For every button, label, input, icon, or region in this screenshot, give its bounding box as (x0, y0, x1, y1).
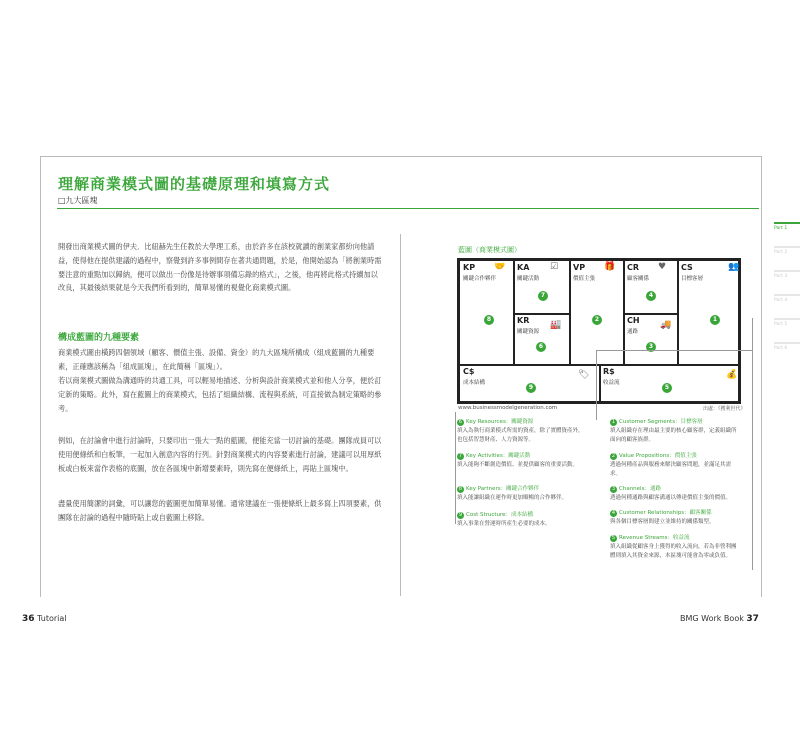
block-code: VP (573, 263, 586, 272)
block-code: C$ (463, 367, 475, 376)
block-number: 2 (592, 315, 602, 325)
block-kp (459, 260, 515, 366)
side-tab-part-2[interactable]: Part 2 (774, 246, 800, 255)
handshake-icon: 🤝 (494, 262, 506, 272)
money-bag-icon: 💰 (726, 370, 738, 380)
left-page-number: 36 (22, 614, 35, 624)
business-model-canvas (457, 258, 741, 404)
section-paragraph-1: 商業模式圖由橫跨四個領域（顧客、價值主張、設備、資金）的九大區塊所構成（組成藍圖的九種要素，正確應該稱為「組成區塊」，在此簡稱「區塊」）。 (58, 348, 375, 371)
source-credit: 出處：《獲利世代》 (703, 406, 746, 412)
block-number: 3 (646, 342, 656, 352)
block-number: 1 (710, 315, 720, 325)
block-code: KR (517, 316, 530, 325)
block-number: 6 (536, 342, 546, 352)
annotation-value-propositions (610, 452, 740, 479)
annotation-heading: Cost Structure：成本結構 (466, 512, 534, 518)
block-name: 目標客層 (681, 276, 704, 282)
intro-paragraph: 開發出商業模式圖的伊夫．比紐赫先生任教於大學理工系，由於許多在該校就讀的創業家都紛向他請益，使得他在提供建議的過程中，察覺到許多事例間存在著共通問題，於是，他開始認為「將創業時需要注意的重點加以歸納，便可以做出一份像是待辦事項備忘錄的格式」，之後，他再將此格式持續加以改良，其最後結果就是今天我們所看到的，簡單易懂的視覺化商業模式圖。 (58, 242, 382, 293)
block-code: CR (627, 263, 640, 272)
block-number: 8 (484, 315, 494, 325)
block-number: 4 (646, 291, 656, 301)
block-code: KA (517, 263, 530, 272)
annotation-text: 填入能讓組織在運作時更加順暢的合作夥伴。 (457, 495, 568, 501)
block-code: CH (627, 316, 640, 325)
right-page-number: 37 (746, 614, 759, 624)
block-code: KP (463, 263, 476, 272)
side-tab-part-4[interactable]: Part 4 (774, 294, 800, 303)
annotation-text: 透過何種產品與服務來解決顧客問題，並滿足其需求。 (610, 462, 732, 477)
footer-left (22, 614, 67, 624)
block-name: 顧客關係 (627, 276, 650, 282)
page-title: 理解商業模式圖的基礎原理和填寫方式 (58, 175, 331, 193)
page-subtitle: □九大區塊 (58, 196, 98, 205)
annotation-text: 填入組織存在理由最主要的核心顧客群，定義組織所面向的顧客族群。 (610, 428, 737, 443)
block-name: 成本結構 (463, 380, 486, 386)
website-url: www.businessmodelgeneration.com (458, 405, 558, 411)
annotation-text: 填入組織從顧客身上獲得的收入流向，若為非營利團體則填入其資金來源，本區塊可能會為零或負值。 (610, 544, 737, 559)
side-tab-part-3[interactable]: Part 3 (774, 270, 800, 279)
people-icon: 👥 (728, 262, 740, 272)
section-paragraph-2: 若以商業模式圖做為溝通時的共通工具，可以輕易地描述、分析與設計商業模式並和他人分享，便於訂定新的策略。此外，寫在藍圖上的商業模式，包括了組織結構、流程與系統，可直接做為制定策略的參考。 (58, 376, 382, 413)
gift-icon: 🎁 (604, 262, 616, 272)
annotation-number: 5 (611, 535, 616, 541)
section-paragraph-4: 盡量使用簡潔的詞彙，可以讓您的藍圖更加簡單易懂。通常建議在一張便條紙上最多寫上四項要素，供團隊在討論的過程中隨時貼上或自藍圖上移除。 (58, 499, 382, 522)
annotation-number: 9 (458, 512, 463, 518)
annotation-heading: Key Activities：關鍵活動 (466, 453, 531, 459)
connector-line (455, 412, 456, 524)
annotation-heading: Customer Segments：目標客層 (619, 419, 703, 425)
block-number: 5 (662, 383, 672, 393)
annotation-cost-structure (457, 511, 587, 529)
annotation-number: 3 (611, 486, 616, 492)
checklist-icon: ☑ (550, 262, 559, 272)
side-tab-part-5[interactable]: Part 5 (774, 318, 800, 327)
connector-line (596, 350, 597, 420)
section-paragraph-3: 例如，在討論會中進行討論時，只要印出一張大一點的藍圖，便能充當一切討論的基礎。團隊成員可以使用便條紙和白板筆，一起加入創意內容的行列。針對商業模式的內容要素進行討論，建議可以用厚紙板或白板來當作表格的底圖，放在各區塊中新增要素時，則先寫在便條紙上，再貼上區塊中。 (58, 436, 382, 473)
heart-icon: ♥ (658, 262, 667, 272)
block-number: 7 (538, 291, 548, 301)
page-divider (400, 234, 401, 596)
annotation-number: 6 (458, 419, 463, 425)
connector-line (752, 318, 753, 570)
annotation-heading: Revenue Streams：收益流 (619, 535, 690, 541)
annotation-heading: Value Propositions：價值主張 (619, 453, 697, 459)
connector-line (596, 350, 752, 351)
block-ka (513, 260, 571, 315)
annotation-number: 4 (611, 510, 616, 516)
block-kr (513, 313, 571, 366)
title-rule (57, 208, 759, 209)
annotation-revenue-streams (610, 534, 740, 561)
annotation-text: 填入為執行商業模式所需的資產，除了實體資產外，也包括智慧財產、人力資源等。 (457, 428, 584, 443)
annotation-heading: Key Resources：關鍵資源 (466, 419, 534, 425)
block-name: 價值主張 (573, 276, 596, 282)
block-code: R$ (603, 367, 615, 376)
annotation-text: 與各個目標客層間建立並維持的關係類型。 (610, 519, 715, 525)
annotation-text: 填入事業在營運時所產生必要的成本。 (457, 521, 551, 527)
annotation-key-resources (457, 418, 587, 445)
annotation-text: 透過何種通路與顧客溝通以傳達價值主張的價值。 (610, 495, 732, 501)
section-heading: 構成藍圖的九種要素 (58, 333, 140, 343)
block-cr (623, 260, 679, 315)
annotation-number: 7 (458, 453, 463, 459)
annotation-customer-relationships (610, 509, 740, 527)
annotation-key-partners (457, 485, 587, 503)
tag-icon: 🏷 (578, 370, 590, 380)
block-code: CS (681, 263, 693, 272)
factory-icon: 🏭 (550, 320, 562, 330)
annotation-number: 2 (611, 453, 616, 459)
block-name: 關鍵活動 (517, 276, 540, 282)
annotation-key-activities (457, 452, 587, 470)
block-name: 關鍵資源 (517, 329, 540, 335)
annotation-number: 8 (458, 486, 463, 492)
block-name: 關鍵合作夥伴 (463, 276, 497, 282)
diagram-title: 藍圖（商業模式圖） (458, 246, 521, 254)
annotation-number: 1 (611, 419, 616, 425)
annotation-customer-segments (610, 418, 740, 445)
annotation-heading: Channels：通路 (619, 486, 661, 492)
annotation-heading: Customer Relationships：顧客關係 (619, 510, 712, 516)
annotation-heading: Key Partners：關鍵合作夥伴 (466, 486, 540, 492)
block-number: 9 (526, 383, 536, 393)
annotation-text: 填入能夠不斷創造價值、並提供顧客的重要活動。 (457, 462, 579, 468)
annotation-channels (610, 485, 740, 503)
block-revenue (599, 364, 739, 402)
footer-right (680, 614, 759, 624)
left-page-label: Tutorial (37, 614, 67, 623)
truck-icon: 🚚 (660, 320, 672, 330)
right-page-label: BMG Work Book (680, 614, 744, 623)
block-name: 收益流 (603, 380, 620, 386)
side-tab-part-6[interactable]: Part 6 (774, 342, 800, 351)
side-tab-part-1[interactable]: Part 1 (774, 222, 800, 231)
block-name: 通路 (627, 329, 639, 335)
